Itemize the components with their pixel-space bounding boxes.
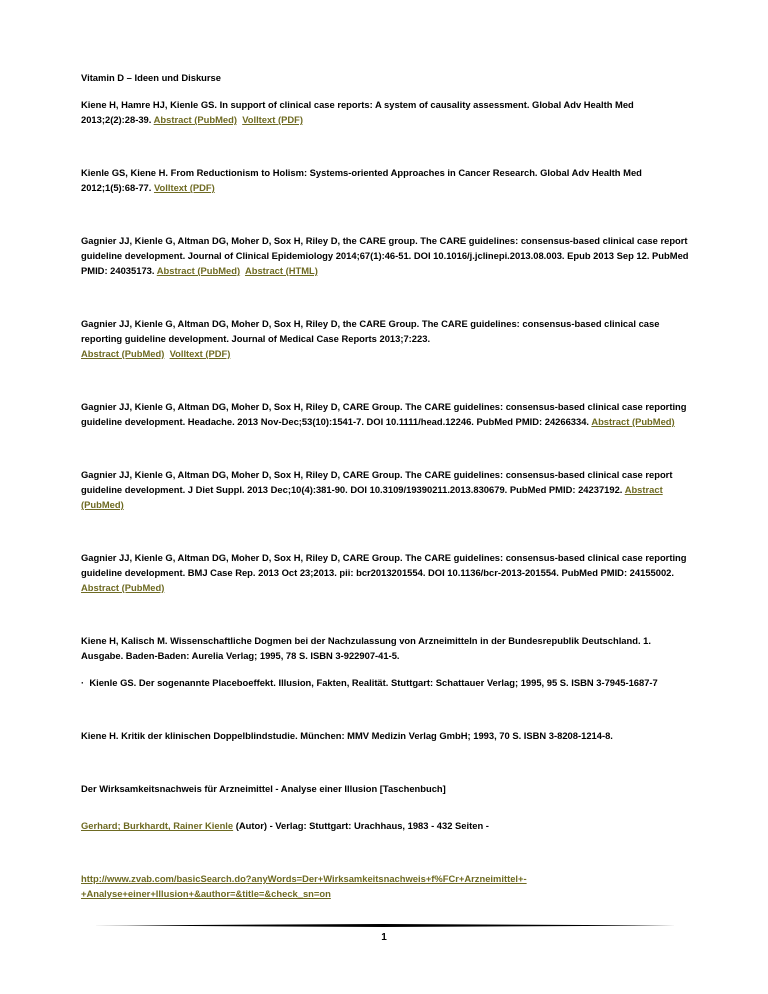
book-authors — [81, 818, 691, 833]
reference-text: Kiene H, Hamre HJ, Kienle GS. In support of clinical case reports: A system of causality assessment. Global Adv Health Med 2013;2(2):28-39. — [81, 99, 634, 125]
reference-1 — [81, 97, 691, 127]
book-title: Der Wirksamkeitsnachweis für Arzneimittel - Analyse einer Illusion [Taschenbuch] — [81, 783, 446, 794]
reference-doppelblind: Kiene H. Kritik der klinischen Doppelblindstudie. München: MMV Medizin Verlag GmbH; 1993, 70 S. ISBN 3-8208-1214-8. — [81, 730, 613, 741]
reference-text: Kienle GS. Der sogenannte Placeboeffekt. Illusion, Fakten, Realität. Stuttgart: Schattauer Verlag; 1995, 95 S. ISBN 3-7945-1687-7 — [89, 677, 658, 688]
abstract-pubmed-link[interactable]: Abstract (PubMed) — [81, 582, 165, 593]
reference-7 — [81, 550, 691, 595]
reference-4 — [81, 316, 691, 361]
abstract-pubmed-link[interactable]: Abstract (PubMed) — [156, 265, 241, 276]
page-number: 1 — [381, 932, 387, 943]
reference-text: Gagnier JJ, Kienle G, Altman DG, Moher D, Sox H, Riley D, CARE Group. The CARE guidelines: consensus-based clinical case reporting guideline development. BMJ Case Rep. 2013 Oct 23;2013. pii: bcr2013201554. DOI 10.1136/bcr-2013-201554. PubMed PMID: 24155002. — [81, 552, 687, 578]
abstract-pubmed-link[interactable]: Abstract (PubMed) — [81, 348, 165, 359]
url-line-1: http://www.zvab.com/basicSearch.do?anyWords=Der+Wirksamkeitsnachweis+f%FCr+Arzneimittel+- — [81, 873, 527, 884]
volltext-pdf-link[interactable]: Volltext (PDF) — [169, 348, 231, 359]
reference-placebo — [81, 675, 691, 690]
book-details: (Autor) - Verlag: Stuttgart: Urachhaus, 1983 - 432 Seiten - — [235, 820, 489, 831]
reference-text: Gagnier JJ, Kienle G, Altman DG, Moher D, Sox H, Riley D, the CARE Group. The CARE guidelines: consensus-based clinical case reporting guideline development. Journal of Medical Case Reports 2013;7:223. — [81, 318, 660, 344]
reference-2 — [81, 165, 691, 195]
reference-text: Gagnier JJ, Kienle G, Altman DG, Moher D, Sox H, Riley D, CARE Group. The CARE guidelines: consensus-based clinical case report guideline development. J Diet Suppl. 2013 Dec;10(4):381-90. DOI 10.3109/19390211.2013.830679. PubMed PMID: 24237192. — [81, 469, 673, 495]
zvab-url — [81, 871, 691, 901]
bullet-mark: · — [81, 677, 85, 688]
reference-kalisch: Kiene H, Kalisch M. Wissenschaftliche Dogmen bei der Nachzulassung von Arzneimitteln in der Bundesrepublik Deutschland. 1. Ausgabe. Baden-Baden: Aurelia Verlag; 1995, 78 S. ISBN 3-922907-41-5. — [81, 635, 651, 661]
reference-5 — [81, 399, 691, 429]
document-content — [81, 70, 691, 901]
abstract-pubmed-link[interactable]: Abstract (PubMed) — [591, 416, 675, 427]
volltext-pdf-link[interactable]: Volltext (PDF) — [153, 182, 215, 193]
reference-text: Gagnier JJ, Kienle G, Altman DG, Moher D, Sox H, Riley D, the CARE group. The CARE guidelines: consensus-based clinical case report guideline development. Journal of Clinical Epidemiology 2014;67(1):46-51. DOI 10.1016/j.jclinepi.2013.08.003. Epub 2013 Sep 12. PubMed PMID: 24035173. — [81, 235, 689, 276]
abstract-pubmed-link[interactable]: Abstract (PubMed) — [153, 114, 237, 125]
reference-3 — [81, 233, 691, 278]
abstract-html-link[interactable]: Abstract (HTML) — [244, 265, 318, 276]
volltext-pdf-link[interactable]: Volltext (PDF) — [242, 114, 303, 125]
reference-6 — [81, 467, 691, 512]
author-link[interactable]: Gerhard; Burkhardt, Rainer Kienle — [81, 820, 234, 831]
zvab-search-link[interactable] — [81, 873, 527, 899]
url-line-2: +Analyse+einer+Illusion+&author=&title=&check_sn=on — [81, 888, 331, 899]
reference-text: Gagnier JJ, Kienle G, Altman DG, Moher D, Sox H, Riley D, CARE Group. The CARE guidelines: consensus-based clinical case reporting guideline development. Headache. 2013 Nov-Dec;53(10):1541-7. DOI 10.1111/head.12246. PubMed PMID: 24266334. — [81, 401, 687, 427]
reference-text: Kienle GS, Kiene H. From Reductionism to Holism: Systems-oriented Approaches in Cancer Research. Global Adv Health Med 2012;1(5):68-77. — [81, 167, 642, 193]
footer-divider — [92, 924, 676, 927]
abstract-pubmed-link[interactable]: Abstract (PubMed) — [81, 484, 663, 510]
document-title: Vitamin D – Ideen und Diskurse — [81, 72, 221, 83]
